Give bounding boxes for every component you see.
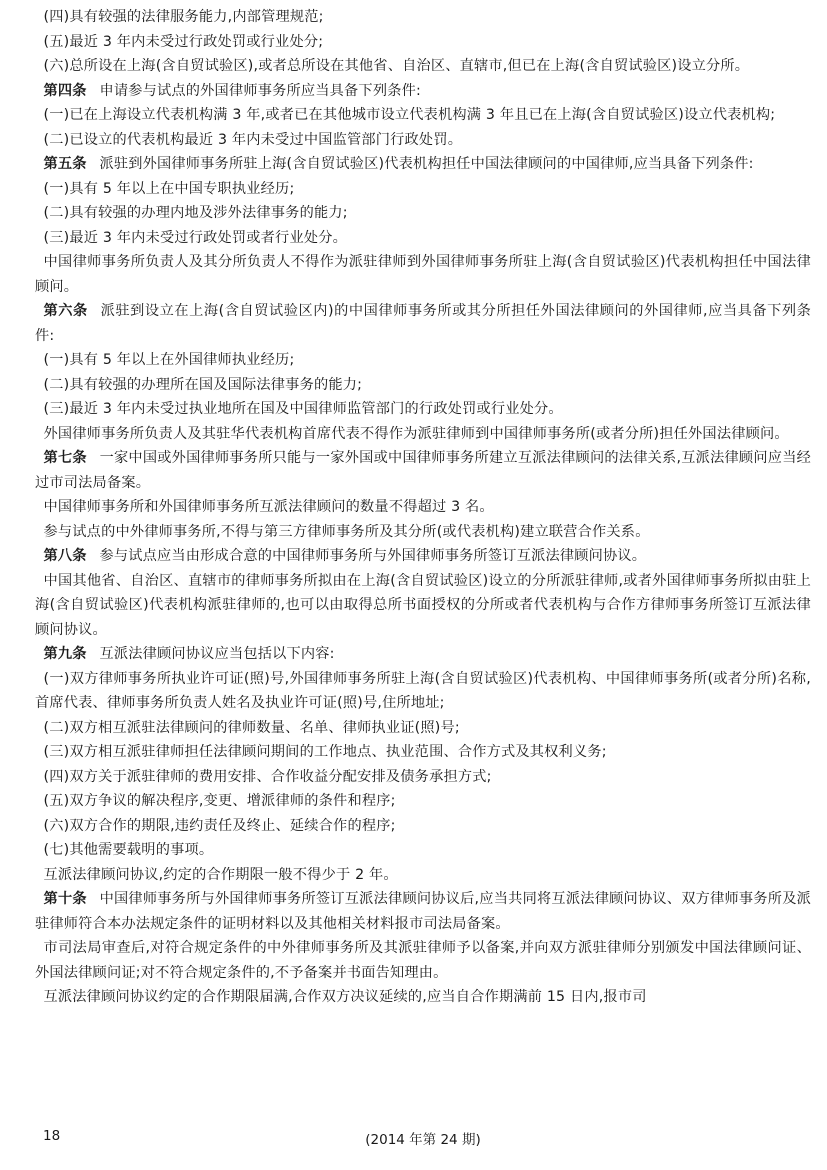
paragraph-text: 外国律师事务所负责人及其驻华代表机构首席代表不得作为派驻律师到中国律师事务所(或者分所)担任外国法律顾问。 bbox=[43, 425, 789, 442]
paragraph-text: 互派法律顾问协议约定的合作期限届满,合作双方决议延续的,应当自合作期满前 15 日内,报市司 bbox=[43, 989, 647, 1005]
article-label: 第十条 bbox=[43, 891, 87, 907]
paragraph bbox=[35, 422, 811, 447]
paragraph bbox=[35, 495, 811, 520]
paragraph-text: (一)具有 5 年以上在外国律师执业经历; bbox=[43, 352, 295, 368]
paragraph-text: (三)最近 3 年内未受过行政处罚或者行业处分。 bbox=[43, 229, 347, 246]
paragraph-text: 互派法律顾问协议应当包括以下内容: bbox=[99, 646, 335, 662]
article-label: 第六条 bbox=[43, 303, 88, 319]
paragraph-text: 一家中国或外国律师事务所只能与一家外国或中国律师事务所建立互派法律顾问的法律关系,互派法律顾问应当经过市司法局备案。 bbox=[35, 450, 812, 491]
paragraph-text: (五)双方争议的解决程序,变更、增派律师的条件和程序; bbox=[43, 793, 396, 809]
paragraph bbox=[35, 765, 811, 790]
page-footer bbox=[35, 1128, 811, 1150]
paragraph bbox=[35, 667, 811, 716]
article-paragraph bbox=[35, 446, 811, 495]
article-paragraph bbox=[35, 642, 811, 667]
article-label: 第五条 bbox=[43, 156, 87, 172]
paragraph bbox=[35, 373, 811, 398]
paragraph bbox=[35, 397, 811, 422]
article-paragraph bbox=[35, 887, 811, 936]
paragraph-text: 市司法局审查后,对符合规定条件的中外律师事务所及其派驻律师予以备案,并向双方派驻律师分别颁发中国法律顾问证、外国法律顾问证;对不符合规定条件的,不予备案并书面告知理由。 bbox=[35, 940, 811, 981]
issue-label: (2014 年第 24 期) bbox=[365, 1132, 481, 1148]
paragraph bbox=[35, 54, 811, 79]
paragraph-text: (二)双方相互派驻法律顾问的律师数量、名单、律师执业证(照)号; bbox=[43, 719, 460, 736]
paragraph-text: 参与试点应当由形成合意的中国律师事务所与外国律师事务所签订互派法律顾问协议。 bbox=[99, 548, 647, 564]
paragraph-text: (一)具有 5 年以上在中国专职执业经历; bbox=[43, 180, 295, 197]
paragraph-text: (四)具有较强的法律服务能力,内部管理规范; bbox=[43, 9, 324, 25]
paragraph bbox=[35, 789, 811, 814]
paragraph bbox=[35, 814, 811, 839]
article-label: 第九条 bbox=[43, 646, 87, 662]
article-paragraph bbox=[35, 152, 811, 177]
paragraph-text: (六)总所设在上海(含自贸试验区),或者总所设在其他省、自治区、直辖市,但已在上海(含自贸试验区)设立分所。 bbox=[43, 58, 750, 74]
paragraph bbox=[35, 103, 811, 128]
paragraph bbox=[35, 716, 811, 741]
article-label: 第七条 bbox=[43, 450, 87, 466]
paragraph bbox=[35, 863, 811, 888]
paragraph-text: (五)最近 3 年内未受过行政处罚或行业处分; bbox=[43, 33, 324, 50]
paragraph bbox=[35, 569, 811, 643]
paragraph-text: (二)具有较强的办理所在国及国际法律事务的能力; bbox=[43, 376, 363, 393]
paragraph bbox=[35, 348, 811, 373]
article-label: 第四条 bbox=[43, 82, 87, 99]
article-paragraph bbox=[35, 544, 811, 569]
paragraph bbox=[35, 740, 811, 765]
paragraph-text: 申请参与试点的外国律师事务所应当具备下列条件: bbox=[99, 82, 421, 99]
paragraph-text: 派驻到外国律师事务所驻上海(含自贸试验区)代表机构担任中国法律顾问的中国律师,应当具备下列条件: bbox=[99, 156, 754, 172]
paragraph-text: (二)已设立的代表机构最近 3 年内未受过中国监管部门行政处罚。 bbox=[43, 131, 463, 148]
paragraph-text: 派驻到设立在上海(含自贸试验区内)的中国律师事务所或其分所担任外国法律顾问的外国律师,应当具备下列条件: bbox=[35, 303, 811, 344]
page-number: 18 bbox=[43, 1128, 61, 1144]
paragraph-text: 中国其他省、自治区、直辖市的律师事务所拟由在上海(含自贸试验区)设立的分所派驻律师,或者外国律师事务所拟由驻上海(含自贸试验区)代表机构派驻律师的,也可以由取得总所书面授权的分所或者代表机构与合作方律师事务所签订互派法律顾问协议。 bbox=[35, 572, 811, 638]
article-paragraph bbox=[35, 79, 811, 104]
paragraph bbox=[35, 250, 811, 299]
paragraph bbox=[35, 838, 811, 863]
paragraph-text: 中国律师事务所负责人及其分所负责人不得作为派驻律师到外国律师事务所驻上海(含自贸试验区)代表机构担任中国法律顾问。 bbox=[35, 254, 811, 295]
paragraph bbox=[35, 5, 811, 30]
paragraph-text: 中国律师事务所和外国律师事务所互派法律顾问的数量不得超过 3 名。 bbox=[43, 499, 494, 515]
paragraph-text: 互派法律顾问协议,约定的合作期限一般不得少于 2 年。 bbox=[43, 866, 398, 883]
paragraph-text: (六)双方合作的期限,违约责任及终止、延续合作的程序; bbox=[43, 817, 396, 834]
paragraph-text: (一)双方律师事务所执业许可证(照)号,外国律师事务所驻上海(含自贸试验区)代表机构、中国律师事务所(或者分所)名称,首席代表、律师事务所负责人姓名及执业许可证(照)号,住所地址; bbox=[35, 670, 811, 711]
document-body bbox=[35, 5, 811, 1010]
paragraph bbox=[35, 201, 811, 226]
paragraph bbox=[35, 226, 811, 251]
article-label: 第八条 bbox=[43, 548, 87, 564]
paragraph bbox=[35, 30, 811, 55]
paragraph-text: (三)最近 3 年内未受过执业地所在国及中国律师监管部门的行政处罚或行业处分。 bbox=[43, 401, 563, 417]
paragraph bbox=[35, 128, 811, 153]
paragraph-text: 中国律师事务所与外国律师事务所签订互派法律顾问协议后,应当共同将互派法律顾问协议、双方律师事务所及派驻律师符合本办法规定条件的证明材料以及其他相关材料报市司法局备案。 bbox=[35, 891, 812, 932]
paragraph-text: (一)已在上海设立代表机构满 3 年,或者已在其他城市设立代表机构满 3 年且已在上海(含自贸试验区)设立代表机构; bbox=[43, 107, 776, 123]
paragraph bbox=[35, 177, 811, 202]
paragraph-text: (三)双方相互派驻律师担任法律顾问期间的工作地点、执业范围、合作方式及其权利义务; bbox=[43, 744, 607, 760]
paragraph-text: 参与试点的中外律师事务所,不得与第三方律师事务所及其分所(或代表机构)建立联营合作关系。 bbox=[43, 523, 650, 540]
paragraph bbox=[35, 520, 811, 545]
paragraph-text: (二)具有较强的办理内地及涉外法律事务的能力; bbox=[43, 205, 348, 221]
paragraph-text: (四)双方关于派驻律师的费用安排、合作收益分配安排及债务承担方式; bbox=[43, 768, 492, 785]
paragraph bbox=[35, 985, 811, 1010]
article-paragraph bbox=[35, 299, 811, 348]
paragraph bbox=[35, 936, 811, 985]
paragraph-text: (七)其他需要载明的事项。 bbox=[43, 842, 214, 858]
